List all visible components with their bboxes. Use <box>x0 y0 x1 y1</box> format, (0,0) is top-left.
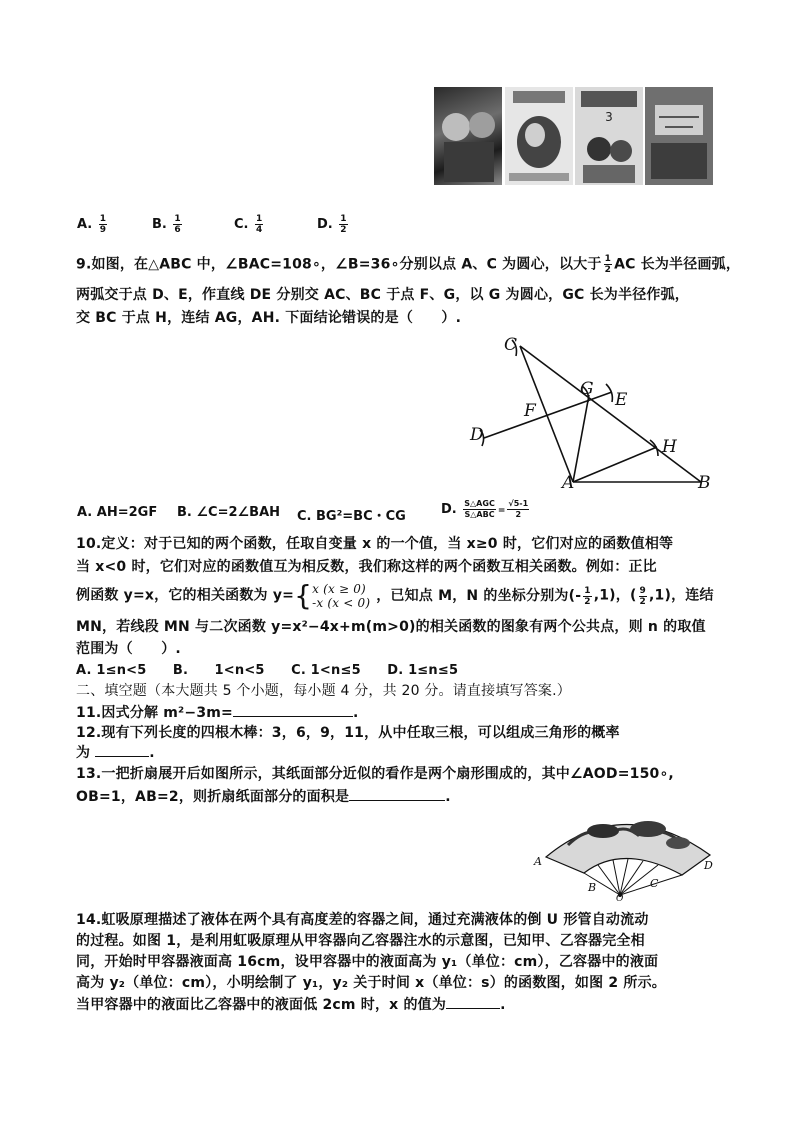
q8-option-c[interactable]: C. $\frac{1}{4}$ <box>234 214 263 235</box>
q14-line-1: 14.虹吸原理描述了液体在两个具有高度差的容器之间，通过充满液体的倒 U 形管自动流动 <box>76 912 649 928</box>
q10-line-3: 例函数 y=x，它的相关函数为 y={ x (x ≥ 0) -x (x < 0) ，已知点 M，N 的坐标分别为(- $\frac{1}{2}$ ,1)，( $\frac{9}{2}$ ,1)，连结 <box>76 579 714 612</box>
poster-image-1 <box>434 87 502 185</box>
q14-line-3: 同，开始时甲容器液面高 16cm，设甲容器中的液面高为 y₁（单位：cm），乙容器中的液面 <box>76 954 659 970</box>
q9-option-a[interactable]: A. AH=2GF <box>77 505 158 520</box>
q10-line-5: 范围为（ ）. <box>76 641 181 657</box>
q9-option-d[interactable]: D. $\frac{\text{S△AGC}}{\text{S△ABC}}$ = $\frac{√5-1}{2}$ <box>441 499 529 519</box>
q9-line-3: 交 BC 于点 H，连结 AG，AH. 下面结论错误的是（ ）. <box>76 310 462 326</box>
q12-line-2: 为 . <box>76 742 155 764</box>
label-d: D <box>470 425 484 445</box>
q9-option-c[interactable]: C. BG²=BC・CG <box>297 509 406 524</box>
q9-line-1: 9.如图，在△ABC 中，∠BAC=108∘，∠B=36∘分别以点 A、C 为圆心，以大于 $\frac{1}{2}$ AC 长为半径画弧， <box>76 254 741 275</box>
q10-line-1: 10.定义：对于已知的两个函数，任取自变量 x 的一个值，当 x≥0 时，它们对应的函数值相等 <box>76 536 674 552</box>
q14-line-4: 高为 y₂（单位：cm），小明绘制了 y₁，y₂ 关于时间 x（单位：s）的函数图，如图 2 所示。 <box>76 975 667 991</box>
poster-image-4 <box>645 87 713 185</box>
q13-line-2: OB=1，AB=2，则折扇纸面部分的面积是 . <box>76 786 451 808</box>
segment-ah <box>573 447 657 482</box>
q9-line-2: 两弧交于点 D、E，作直线 DE 分别交 AC、BC 于点 F、G，以 G 为圆心，GC 长为半径作弧， <box>76 287 689 303</box>
label-h: H <box>662 437 677 457</box>
q9-triangle-figure <box>462 330 722 495</box>
q10-options[interactable]: A. 1≤n<5 B. 1<n<5 C. 1<n≤5 D. 1≤n≤5 <box>76 663 459 678</box>
label-f: F <box>524 401 536 421</box>
label-g: G <box>580 379 594 399</box>
q9-option-b[interactable]: B. ∠C=2∠BAH <box>177 505 281 520</box>
q13-answer-blank[interactable] <box>349 786 445 801</box>
q12-line-1: 12.现有下列长度的四根木棒：3，6，9，11，从中任取三根，可以组成三角形的概率 <box>76 725 620 741</box>
poster-image-2 <box>505 87 573 185</box>
label-c: C <box>504 335 518 355</box>
q14-line-5: 当甲容器中的液面比乙容器中的液面低 2cm 时，x 的值为 . <box>76 994 506 1016</box>
fan-label-a: A <box>534 855 542 868</box>
q13-line-1: 13.一把折扇展开后如图所示，其纸面部分近似的看作是两个扇形围成的，其中∠AOD=150∘, <box>76 766 674 782</box>
fan-label-b: B <box>588 881 597 894</box>
section-2-heading: 二、填空题（本大题共 5 个小题，每小题 4 分，共 20 分。请直接填写答案.） <box>76 683 571 699</box>
q11: 11.因式分解 m²−3m= . <box>76 702 359 724</box>
segment-ag <box>573 395 589 482</box>
label-a: A <box>562 473 575 493</box>
fan-label-o: O <box>616 894 624 901</box>
q8-option-a[interactable]: A. $\frac{1}{9}$ <box>77 214 107 235</box>
q12-answer-blank[interactable] <box>95 742 149 757</box>
fan-label-c: C <box>650 877 659 890</box>
q8-option-b[interactable]: B. $\frac{1}{6}$ <box>152 214 181 235</box>
q14-answer-blank[interactable] <box>446 994 500 1009</box>
q10-line-4: MN，若线段 MN 与二次函数 y=x²−4x+m(m>0)的相关函数的图象有两个公共点，则 n 的取值 <box>76 619 706 635</box>
label-b: B <box>698 473 711 493</box>
label-e: E <box>615 390 628 410</box>
q11-answer-blank[interactable] <box>233 702 353 717</box>
q8-option-d[interactable]: D. $\frac{1}{2}$ <box>317 214 347 235</box>
q13-fan-figure <box>528 805 724 901</box>
poster-image-3 <box>575 87 643 185</box>
q10-line-2: 当 x<0 时，它们对应的函数值互为相反数，我们称这样的两个函数互相关函数。例如：正比 <box>76 559 657 575</box>
fan-label-d: D <box>704 859 713 872</box>
piecewise-brace: { <box>294 579 313 612</box>
q14-line-2: 的过程。如图 1，是利用虹吸原理从甲容器向乙容器注水的示意图，已知甲、乙容器完全相 <box>76 933 645 949</box>
svg-text:3: 3 <box>605 110 613 124</box>
